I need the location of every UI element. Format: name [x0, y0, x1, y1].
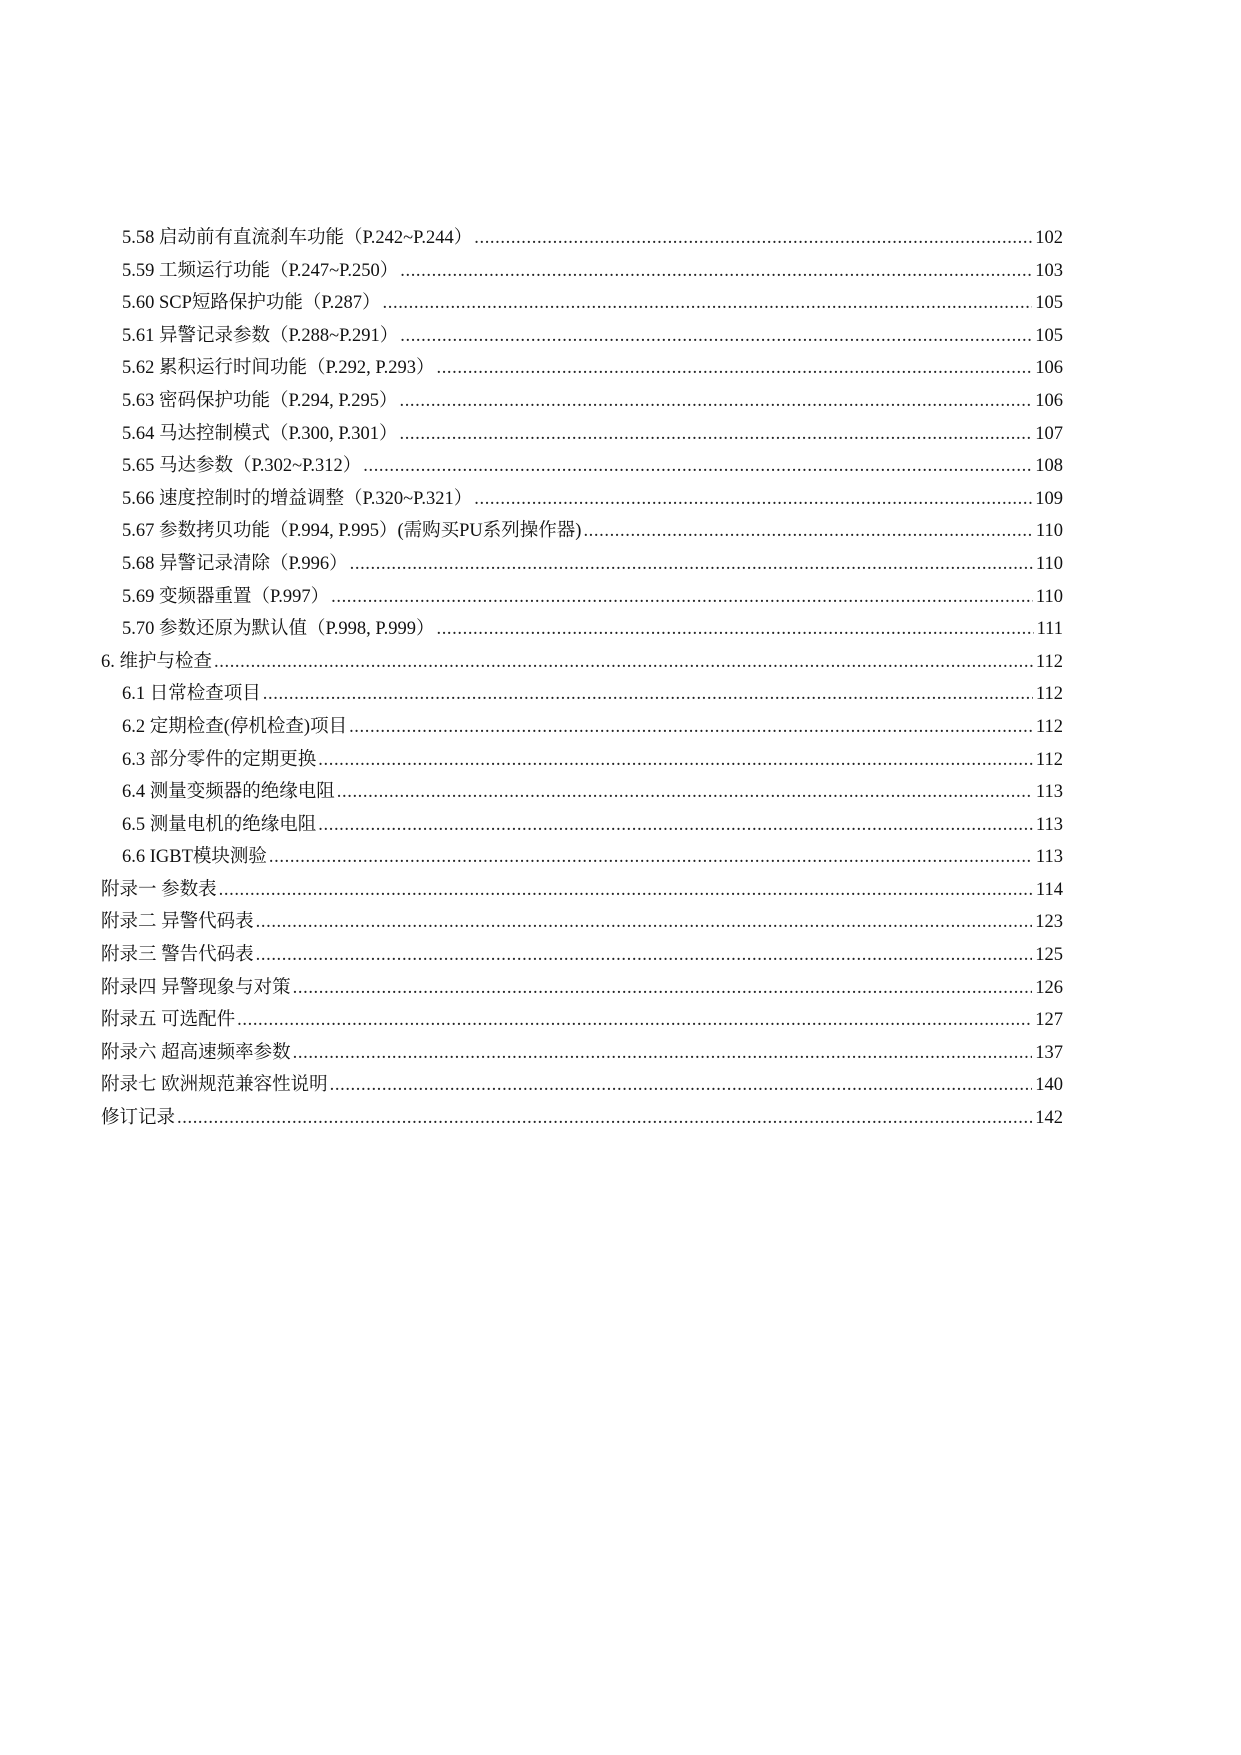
toc-entry-appendix-2[interactable] — [101, 910, 1063, 943]
toc-entry-title: 5.69 变频器重置（P.997） — [122, 586, 330, 607]
toc-entry-page: 112 — [1035, 716, 1063, 737]
toc-entry-title: 附录一 参数表 — [101, 879, 217, 900]
dot-leader — [400, 259, 1032, 283]
dot-leader — [318, 748, 1033, 772]
toc-entry-page: 112 — [1035, 651, 1063, 672]
toc-entry-page: 140 — [1035, 1075, 1063, 1096]
dot-leader — [363, 454, 1032, 478]
dot-leader — [474, 226, 1032, 250]
toc-entry-title: 5.58 启动前有直流刹车功能（P.242~P.244） — [122, 228, 473, 248]
toc-entry-appendix-6[interactable] — [101, 1041, 1063, 1074]
toc-entry-5-59[interactable] — [101, 259, 1063, 292]
dot-leader — [256, 910, 1033, 934]
toc-entry-page: 127 — [1035, 1010, 1063, 1031]
toc-entry-6[interactable] — [101, 650, 1063, 683]
toc-entry-page: 103 — [1035, 260, 1063, 281]
toc-entry-6-5[interactable] — [101, 813, 1063, 846]
toc-entry-appendix-7[interactable] — [101, 1073, 1063, 1106]
toc-entry-title: 5.65 马达参数（P.302~P.312） — [122, 456, 362, 477]
toc-entry-page: 112 — [1035, 684, 1063, 705]
dot-leader — [177, 1106, 1032, 1130]
dot-leader — [293, 976, 1033, 1000]
toc-entry-appendix-3[interactable] — [101, 943, 1063, 976]
toc-entry-page: 126 — [1035, 977, 1063, 998]
dot-leader — [214, 650, 1033, 674]
toc-entry-title: 附录三 警告代码表 — [101, 945, 254, 966]
toc-entry-page: 113 — [1035, 782, 1063, 803]
toc-entry-title: 修订记录 — [101, 1108, 176, 1129]
dot-leader — [400, 324, 1032, 348]
toc-entry-page: 123 — [1035, 912, 1063, 933]
toc-entry-title: 6.2 定期检查(停机检查)项目 — [122, 716, 348, 737]
toc-entry-page: 114 — [1035, 879, 1063, 900]
dot-leader — [436, 617, 1033, 641]
table-of-contents — [101, 226, 1063, 1139]
toc-entry-page: 112 — [1035, 749, 1063, 770]
toc-entry-appendix-1[interactable] — [101, 878, 1063, 911]
toc-entry-6-4[interactable] — [101, 780, 1063, 813]
toc-entry-title: 5.60 SCP短路保护功能（P.287） — [122, 293, 381, 314]
dot-leader — [350, 552, 1033, 576]
toc-entry-5-67[interactable] — [101, 519, 1063, 552]
toc-entry-title: 5.59 工频运行功能（P.247~P.250） — [122, 260, 399, 281]
toc-entry-page: 113 — [1035, 847, 1063, 868]
toc-entry-title: 附录六 超高速频率参数 — [101, 1042, 291, 1063]
toc-entry-title: 5.68 异警记录清除（P.996） — [122, 553, 348, 574]
dot-leader — [383, 291, 1033, 315]
dot-leader — [331, 585, 1033, 609]
toc-entry-5-69[interactable] — [101, 585, 1063, 618]
toc-entry-5-64[interactable] — [101, 422, 1063, 455]
toc-entry-title: 6.5 测量电机的绝缘电阻 — [122, 814, 317, 835]
toc-entry-page: 125 — [1035, 945, 1063, 966]
dot-leader — [330, 1073, 1033, 1097]
dot-leader — [256, 943, 1033, 967]
toc-entry-title: 5.64 马达控制模式（P.300, P.301） — [122, 423, 398, 444]
toc-entry-title: 5.61 异警记录参数（P.288~P.291） — [122, 325, 399, 346]
toc-entry-5-65[interactable] — [101, 454, 1063, 487]
toc-entry-title: 6. 维护与检查 — [101, 651, 213, 672]
toc-entry-page: 142 — [1035, 1108, 1063, 1129]
toc-entry-page: 108 — [1035, 456, 1063, 477]
toc-entry-6-2[interactable] — [101, 715, 1063, 748]
toc-entry-5-68[interactable] — [101, 552, 1063, 585]
toc-entry-appendix-5[interactable] — [101, 1008, 1063, 1041]
dot-leader — [349, 715, 1033, 739]
toc-entry-title: 5.70 参数还原为默认值（P.998, P.999） — [122, 619, 435, 640]
toc-entry-page: 110 — [1035, 521, 1063, 542]
toc-entry-5-58[interactable] — [101, 226, 1063, 259]
toc-entry-5-63[interactable] — [101, 389, 1063, 422]
toc-entry-title: 附录二 异警代码表 — [101, 912, 254, 933]
toc-entry-page: 102 — [1035, 228, 1063, 248]
dot-leader — [583, 519, 1032, 543]
dot-leader — [269, 845, 1033, 869]
toc-entry-title: 5.62 累积运行时间功能（P.292, P.293） — [122, 358, 435, 379]
dot-leader — [399, 389, 1032, 413]
toc-entry-title: 6.6 IGBT模块测验 — [122, 847, 267, 868]
dot-leader — [337, 780, 1033, 804]
toc-entry-6-3[interactable] — [101, 748, 1063, 781]
toc-entry-title: 6.4 测量变频器的绝缘电阻 — [122, 782, 335, 803]
toc-entry-revision-history[interactable] — [101, 1106, 1063, 1139]
toc-entry-title: 6.1 日常检查项目 — [122, 684, 261, 705]
toc-entry-6-1[interactable] — [101, 682, 1063, 715]
toc-entry-title: 附录七 欧洲规范兼容性说明 — [101, 1075, 328, 1096]
toc-entry-page: 107 — [1035, 423, 1063, 444]
toc-entry-page: 109 — [1035, 488, 1063, 509]
toc-entry-page: 111 — [1036, 619, 1063, 640]
toc-entry-5-70[interactable] — [101, 617, 1063, 650]
toc-entry-page: 137 — [1035, 1042, 1063, 1063]
dot-leader — [436, 356, 1032, 380]
toc-entry-5-60[interactable] — [101, 291, 1063, 324]
toc-entry-6-6[interactable] — [101, 845, 1063, 878]
toc-entry-title: 附录五 可选配件 — [101, 1010, 236, 1031]
toc-entry-title: 5.63 密码保护功能（P.294, P.295） — [122, 390, 398, 411]
toc-entry-title: 附录四 异警现象与对策 — [101, 977, 291, 998]
toc-entry-5-62[interactable] — [101, 356, 1063, 389]
toc-entry-page: 110 — [1035, 553, 1063, 574]
toc-entry-title: 5.67 参数拷贝功能（P.994, P.995）(需购买PU系列操作器) — [122, 521, 582, 542]
toc-entry-page: 106 — [1035, 358, 1063, 379]
toc-entry-page: 105 — [1035, 325, 1063, 346]
dot-leader — [219, 878, 1033, 902]
toc-entry-page: 110 — [1035, 586, 1063, 607]
toc-entry-title: 6.3 部分零件的定期更换 — [122, 749, 317, 770]
toc-entry-page: 105 — [1035, 293, 1063, 314]
dot-leader — [318, 813, 1033, 837]
toc-entry-page: 113 — [1035, 814, 1063, 835]
dot-leader — [474, 487, 1032, 511]
toc-entry-title: 5.66 速度控制时的增益调整（P.320~P.321） — [122, 488, 473, 509]
dot-leader — [263, 682, 1033, 706]
toc-entry-page: 106 — [1035, 390, 1063, 411]
toc-entry-5-61[interactable] — [101, 324, 1063, 357]
dot-leader — [293, 1041, 1033, 1065]
dot-leader — [237, 1008, 1032, 1032]
dot-leader — [399, 422, 1032, 446]
toc-entry-appendix-4[interactable] — [101, 976, 1063, 1009]
toc-entry-5-66[interactable] — [101, 487, 1063, 520]
